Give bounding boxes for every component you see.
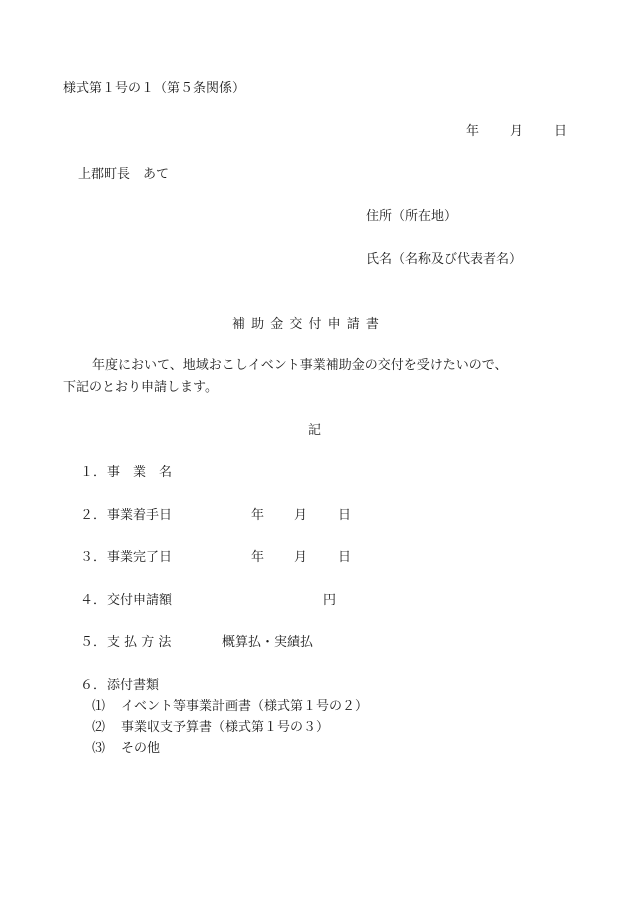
item-2-month: 月 [294,508,308,523]
item-6-label: 添付書類 [107,678,160,693]
item-1-num: １． [80,465,107,480]
item-1-label: 事 業 名 [107,465,173,480]
item-4-label: 交付申請額 [107,593,173,608]
date-day: 日 [554,124,568,139]
attachment-3-num: ⑶ [92,741,106,756]
body-line-2: 下記のとおり申請します。 [63,380,218,395]
attachment-2-num: ⑵ [92,720,106,735]
attachment-3-text: その他 [121,741,161,756]
body-line-1: 年度において、地域おこしイベント事業補助金の交付を受けたいので、 [92,358,508,373]
item-2-day: 日 [338,508,352,523]
addressee: 上郡町長 あて [78,167,170,182]
applicant-address: 住所（所在地） [366,209,458,224]
document-title: 補 助 金 交 付 申 請 書 [232,317,380,332]
item-3-year: 年 [251,550,265,565]
attachment-2-text: 事業収支予算書（様式第１号の３） [121,720,330,735]
item-4-unit: 円 [323,593,337,608]
item-3-month: 月 [294,550,308,565]
ki-heading: 記 [308,423,322,438]
attachment-1-num: ⑴ [92,699,106,714]
item-2-year: 年 [251,508,265,523]
item-2-label: 事業着手日 [107,508,173,523]
item-3-day: 日 [338,550,352,565]
item-4-num: ４． [80,593,107,608]
date-month: 月 [510,124,524,139]
attachment-1-text: イベント等事業計画書（様式第１号の２） [121,699,369,714]
applicant-name: 氏名（名称及び代表者名） [366,252,523,267]
date-year: 年 [466,124,480,139]
item-3-num: ３． [80,550,107,565]
item-6-num: ６． [80,678,107,693]
item-5-num: ５． [80,635,107,650]
item-5-label: 支 払 方 法 [107,635,172,650]
form-label: 様式第１号の１（第５条関係） [63,81,246,96]
item-2-num: ２． [80,508,107,523]
item-5-value: 概算払・実績払 [222,635,314,650]
item-3-label: 事業完了日 [107,550,173,565]
